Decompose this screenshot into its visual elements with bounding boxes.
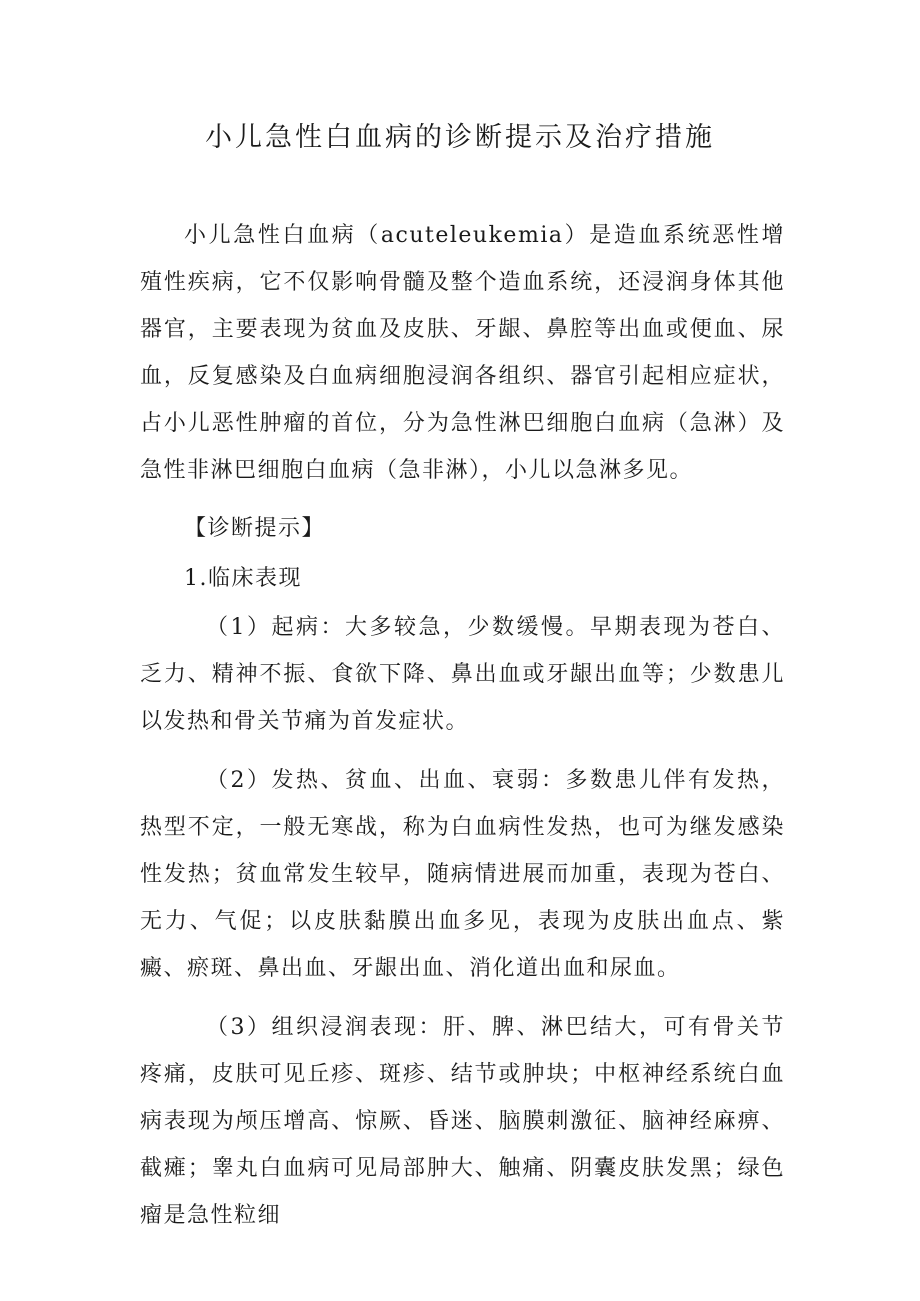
- clinical-item-infiltration: （3）组织浸润表现：肝、脾、淋巴结大，可有骨关节疼痛，皮肤可见丘疹、斑疹、结节或肿块；中枢神经系统白血病表现为颅压增高、惊厥、昏迷、脑膜刺激征、脑神经麻痹、截瘫；睾丸白血病可见局部肿大、触痛、阴囊皮肤发黑；绿色瘤是急性粒细: [140, 1015, 785, 1228]
- clinical-item-onset: （1）起病：大多较急，少数缓慢。早期表现为苍白、乏力、精神不振、食欲下降、鼻出血或牙龈出血等；少数患儿以发热和骨关节痛为首发症状。: [140, 615, 785, 734]
- document-title: 小儿急性白血病的诊断提示及治疗措施: [205, 122, 715, 153]
- document-body: [140, 212, 785, 1251]
- intro-paragraph: 小儿急性白血病（acuteleukemia）是造血系统恶性增殖性疾病，它不仅影响骨髓及整个造血系统，还浸润身体其他器官，主要表现为贫血及皮肤、牙龈、鼻腔等出血或便血、尿血，反复感染及白血病细胞浸润各组织、器官引起相应症状，占小儿恶性肿瘤的首位，分为急性淋巴细胞白血病（急淋）及急性非淋巴细胞白血病（急非淋），小儿以急淋多见。: [140, 223, 785, 483]
- subsection-heading: 1.临床表现: [184, 566, 302, 591]
- section-heading: 【诊断提示】: [184, 516, 326, 541]
- clinical-item-fever-anemia: （2）发热、贫血、出血、衰弱：多数患儿伴有发热，热型不定，一般无寒战，称为白血病性发热，也可为继发感染性发热；贫血常发生较早，随病情进展而加重，表现为苍白、无力、气促；以皮肤黏膜出血多见，表现为皮肤出血点、紫癜、瘀斑、鼻出血、牙龈出血、消化道出血和尿血。: [140, 768, 785, 981]
